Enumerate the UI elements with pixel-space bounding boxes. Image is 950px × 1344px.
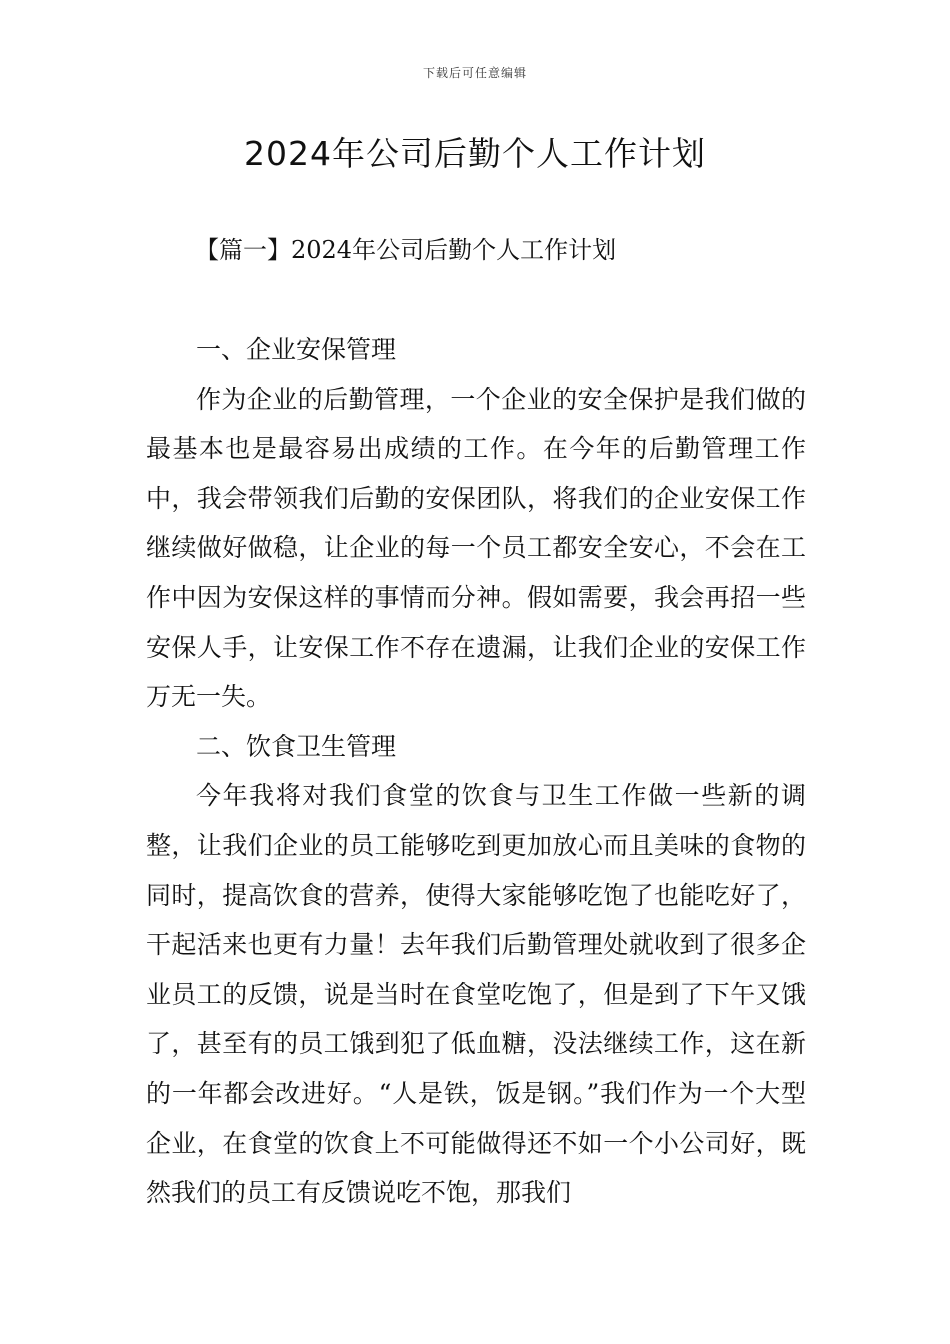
section-title: 【篇一】2024年公司后勤个人工作计划 [195,236,617,264]
document-title: 2024年公司后勤个人工作计划 [244,134,706,173]
paragraph-heading-security: 一、企业安保管理 [196,335,397,364]
header-note: 下载后可任意编辑 [422,66,527,80]
paragraph-food: 今年我将对我们食堂的饮食与卫生工作做一些新的调整，让我们企业的员工能够吃到更加放心而且美味的食物的同时，提高饮食的营养，使得大家能够吃饱了也能吃好了，干起活来也更有力量！去年我们后勤管理处就收到了很多企业员工的反馈，说是当时在食堂吃饱了，但是到了下午又饿了，甚至有的员工饿到犯了低血糖，没法继续工作，这在新的一年都会改进好。“人是铁，饭是钢。”我们作为一个大型企业，在食堂的饮食上不可能做得还不如一个小公司好，既然我们的员工有反馈说吃不饱，那我们 [146,781,806,1208]
paragraph-heading-food: 二、饮食卫生管理 [196,731,397,761]
paragraph-security: 作为企业的后勤管理，一个企业的安全保护是我们做的最基本也是最容易出成绩的工作。在今年的后勤管理工作中，我会带领我们后勤的安保团队，将我们的企业安保工作继续做好做稳，让企业的每一个员工都安全安心，不会在工作中因为安保这样的事情而分神。假如需要，我会再招一些安保人手，让安保工作不存在遗漏，让我们企业的安保工作万无一失。 [146,384,806,712]
document-body [146,325,806,1218]
